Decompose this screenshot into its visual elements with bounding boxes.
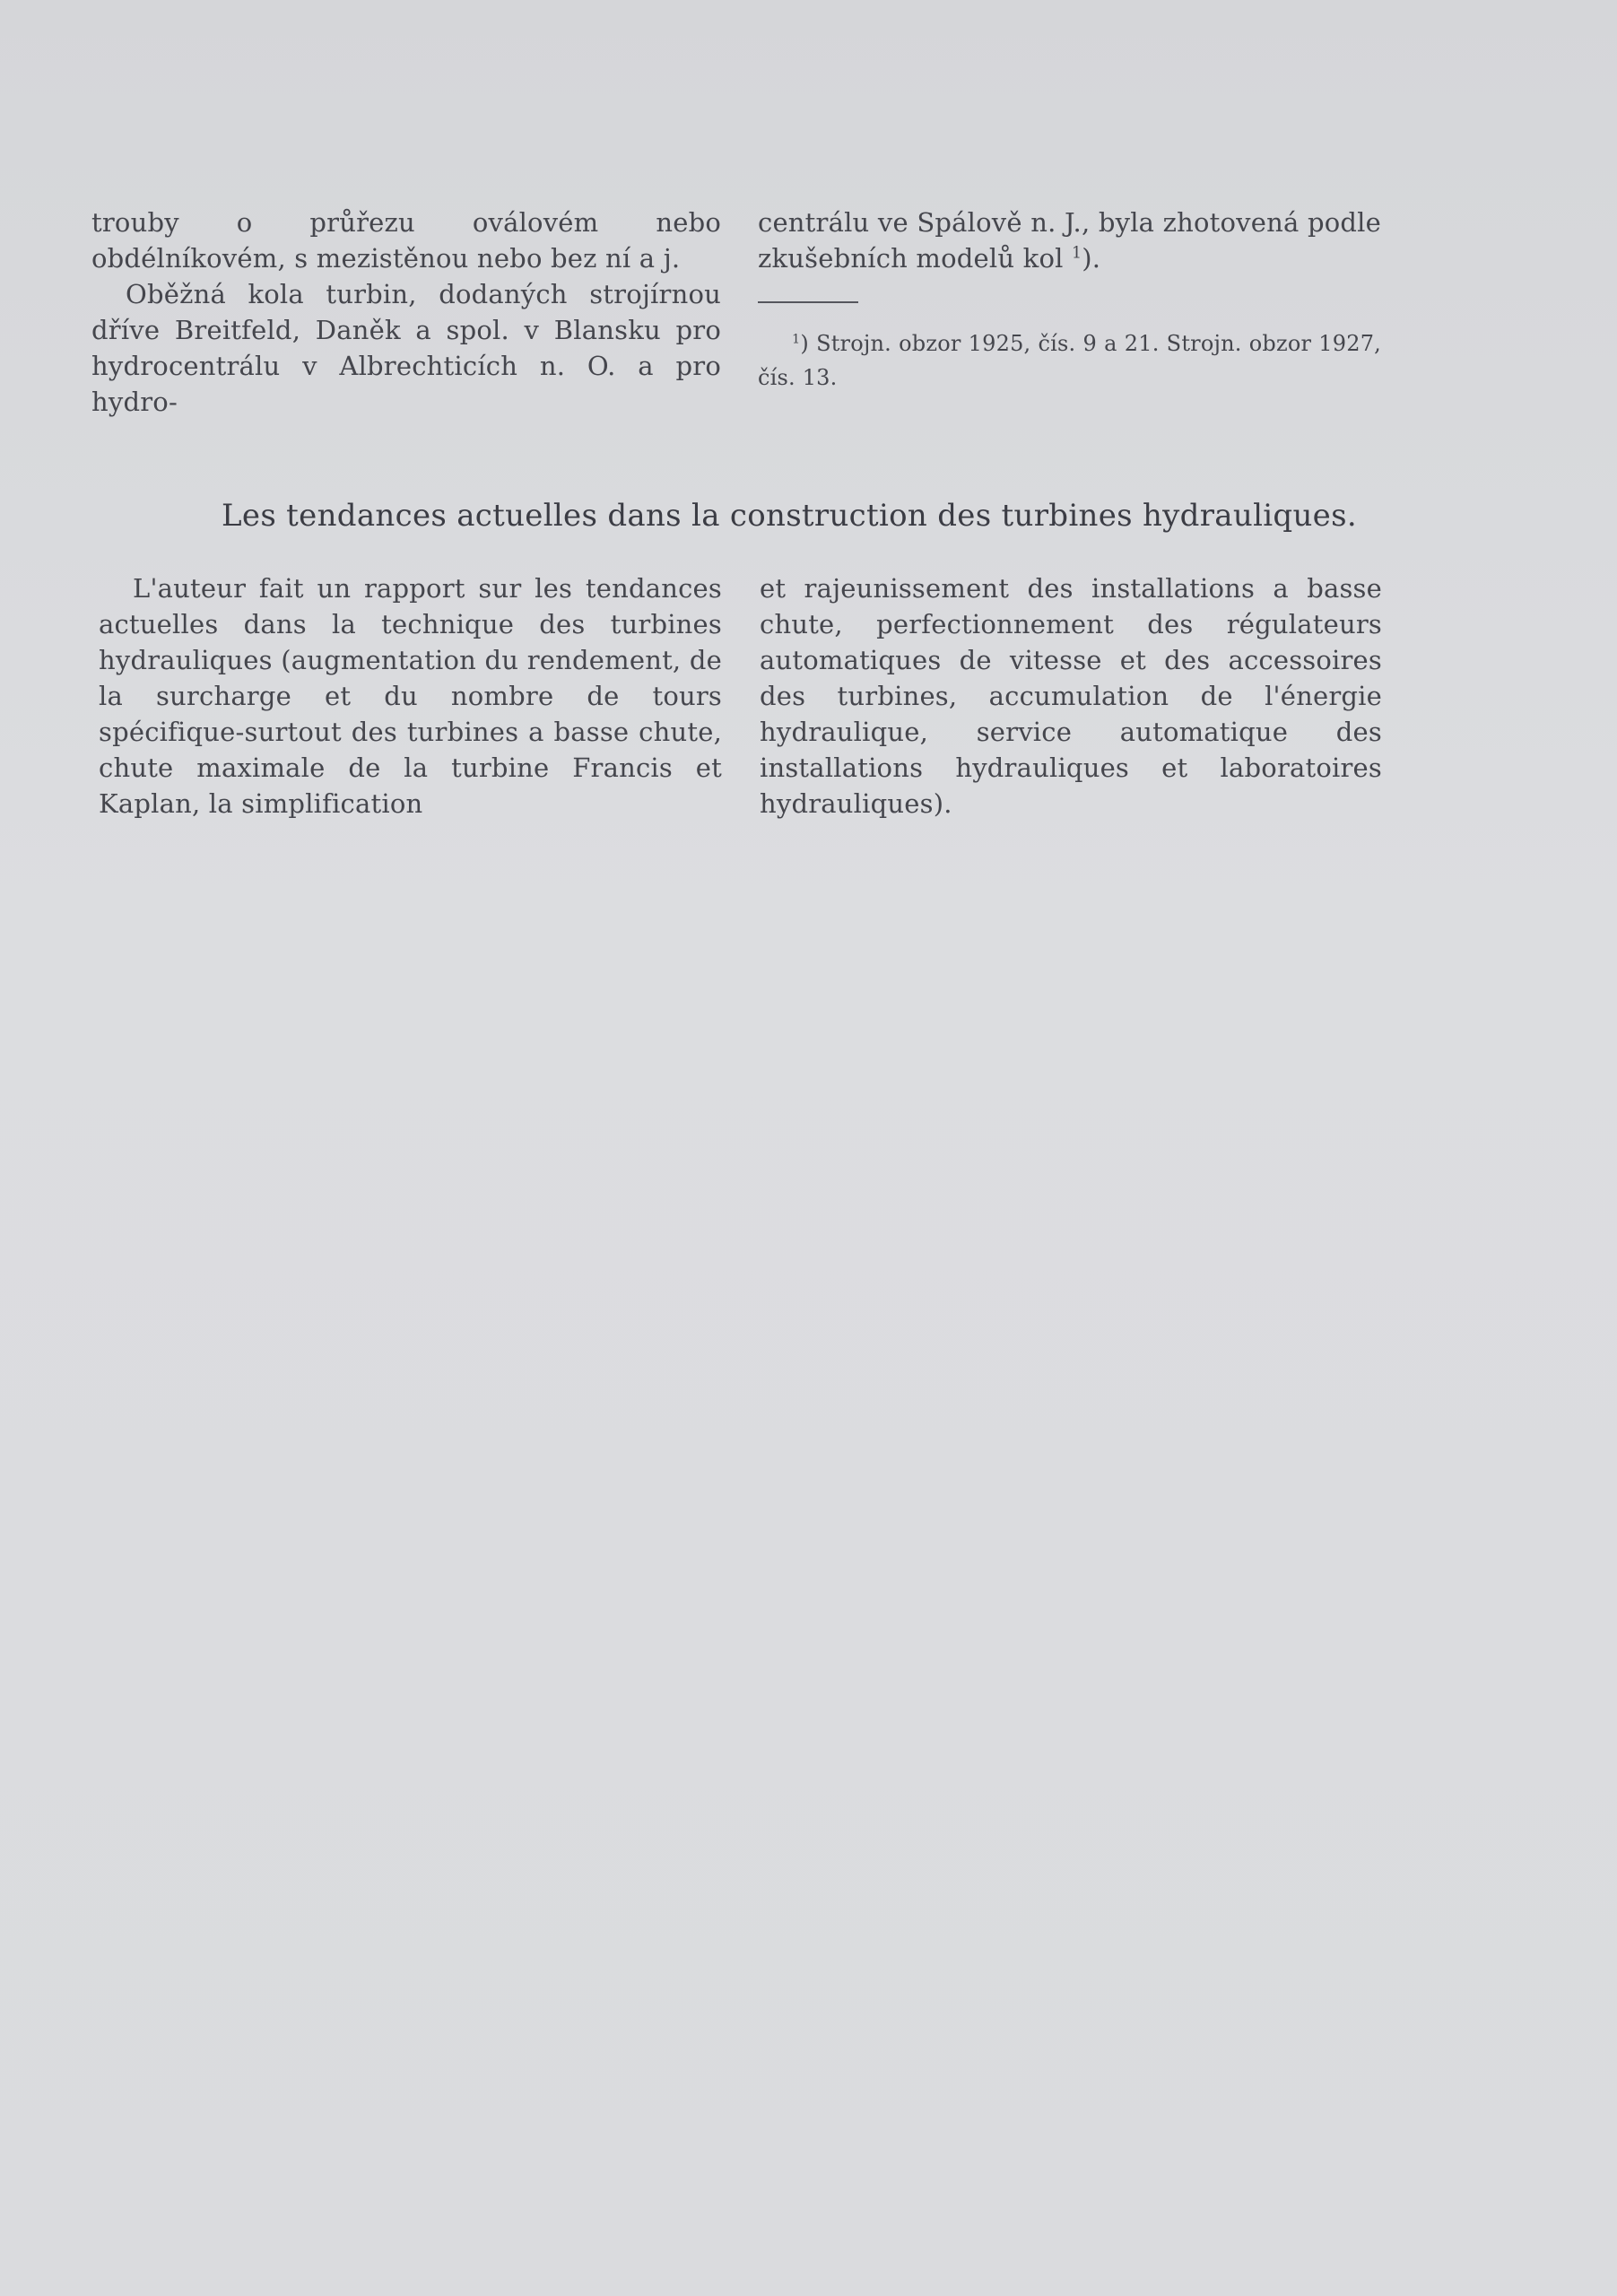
top-right-paragraph: [758, 204, 1381, 276]
top-right-paragraph-end: ).: [1082, 243, 1101, 274]
footnote-mark: 1: [792, 332, 801, 347]
bottom-left-paragraph: L'auteur fait un rapport sur les tendances actuelles dans la technique des turbines hydrauliques (augmentation du rendement, de la surcharge et du nombre de tours spécifique-surtout des turbines a basse chute, chute maximale de la turbine Francis et Kaplan, la simplification: [99, 573, 722, 819]
bottom-left-column: [99, 570, 722, 822]
top-right-paragraph-text: centrálu ve Spálově n. J., byla zhotovená podle zkušebních modelů kol: [758, 207, 1381, 274]
footnote-reference: 1: [1072, 244, 1082, 263]
footnote-text: ) Strojn. obzor 1925, čís. 9 a 21. Strojn. obzor 1927, čís. 13.: [758, 331, 1381, 390]
footnote-divider: [758, 301, 858, 303]
footnote: [758, 326, 1381, 395]
top-left-paragraph-1: trouby o průřezu oválovém nebo obdélníkovém, s mezistěnou nebo bez ní a j.: [91, 207, 721, 274]
top-right-column: [758, 204, 1381, 395]
bottom-right-paragraph: et rajeunissement des installations a basse chute, perfectionnement des régulateurs automatiques de vitesse et des accessoires des turbines, accumulation de l'énergie hydraulique, service automatique des installations hydrauliques et laboratoires hydrauliques).: [760, 573, 1382, 819]
bottom-right-column: [760, 570, 1382, 822]
section-heading: Les tendances actuelles dans la construction des turbines hydrauliques.: [222, 498, 1357, 534]
top-left-paragraph-2: Oběžná kola turbin, dodaných strojírnou dříve Breitfeld, Daněk a spol. v Blansku pro hydrocentrálu v Albrechticích n. O. a pro hydro-: [91, 279, 721, 417]
top-left-column: [91, 204, 721, 420]
